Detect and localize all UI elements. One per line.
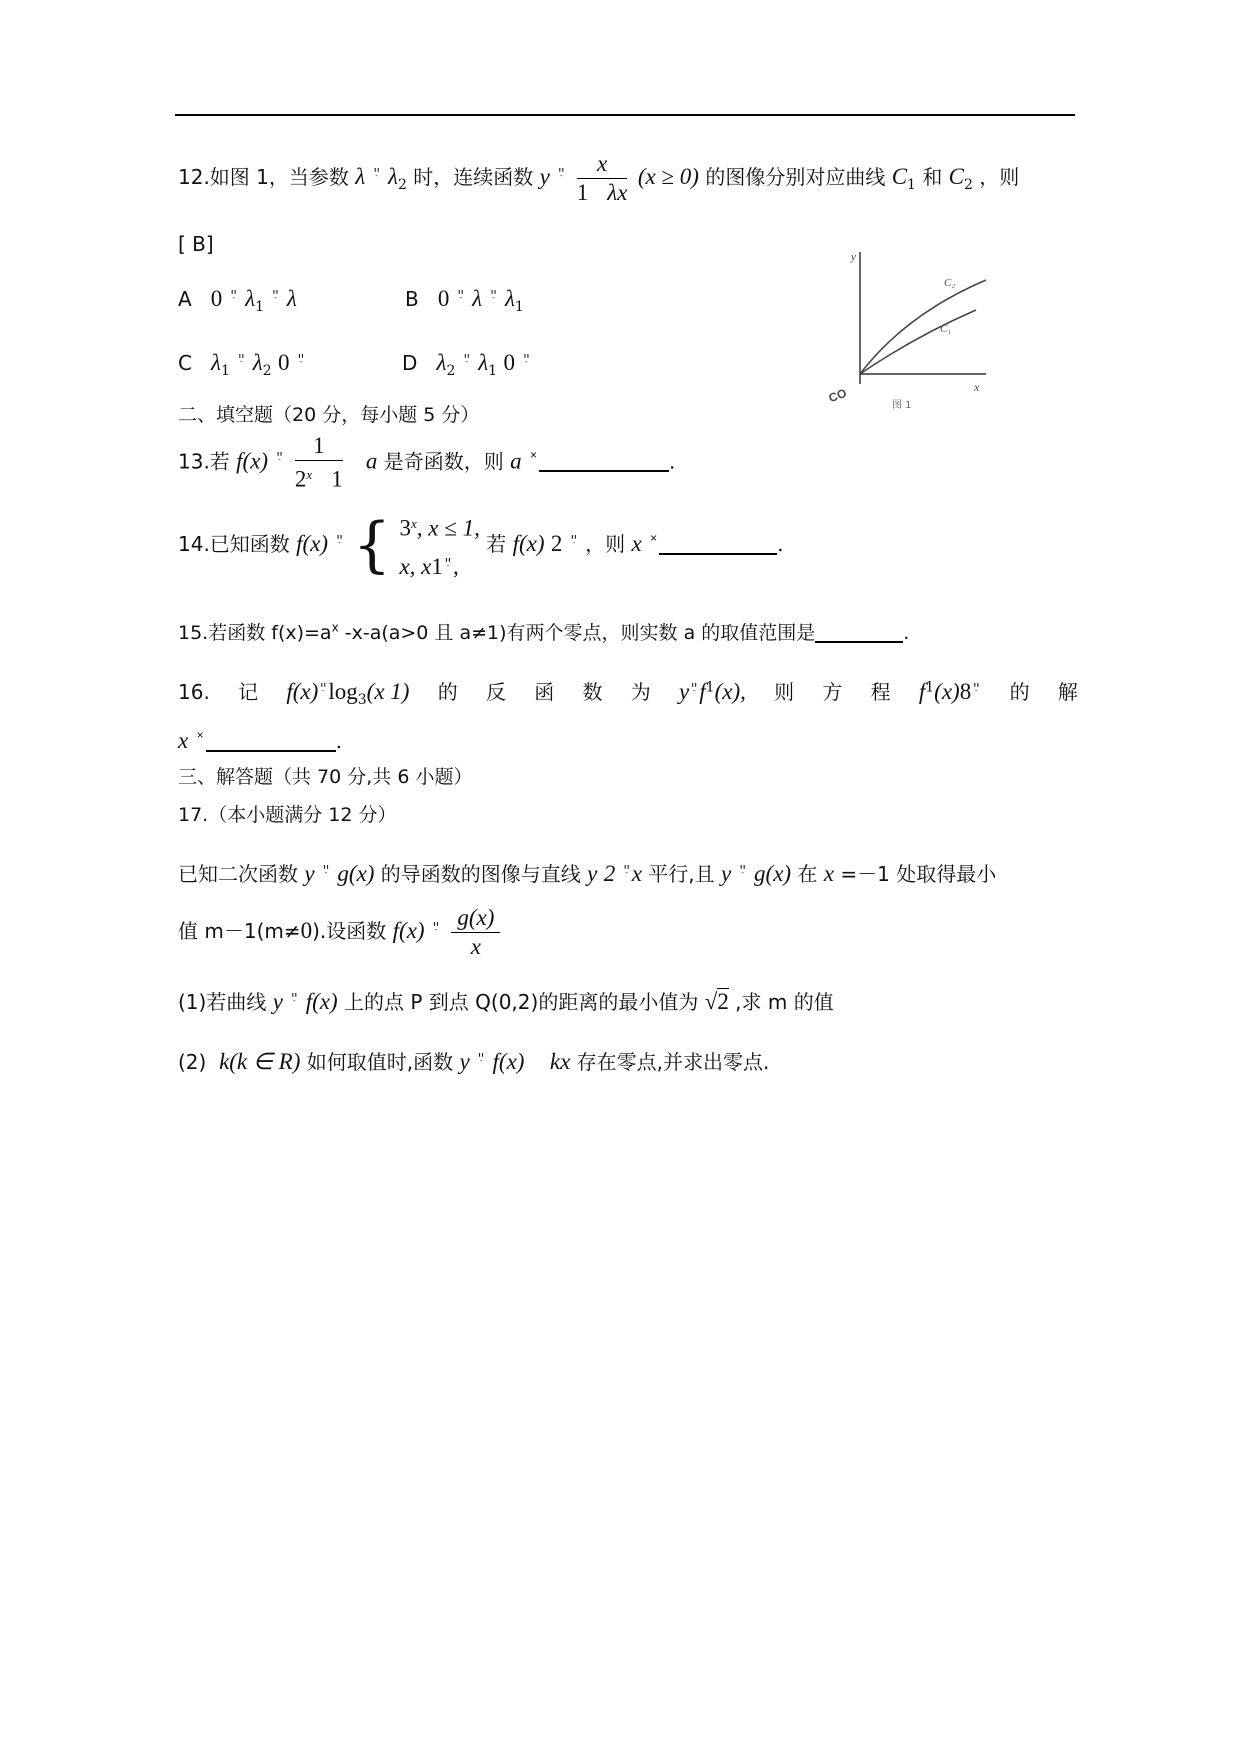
q17-s1-eq-glyph: ײַ xyxy=(291,989,298,1003)
q14-fx: f(x) xyxy=(296,530,329,556)
option-d-lambda1-sub: 1 xyxy=(488,363,498,379)
q12-lambda2-sub: 2 xyxy=(398,177,407,193)
figure-caption: 图 1 xyxy=(892,400,912,411)
q17-p1-d: 在 xyxy=(797,862,818,886)
q14-eq-glyph2: ײַ xyxy=(570,530,577,545)
option-b-label: B xyxy=(405,287,419,311)
q17-s2-b: 如何取值时,函数 xyxy=(306,1050,454,1074)
q12-frac-num: x xyxy=(577,150,628,179)
q12-suffix2: ，则 xyxy=(979,165,1020,189)
q16-fx: f(x) xyxy=(286,679,319,704)
q16-han: 函 xyxy=(534,680,555,704)
q14-cases xyxy=(399,508,479,583)
question-13 xyxy=(178,432,675,494)
q17-x: x xyxy=(823,861,835,886)
figure-curve-c2 xyxy=(860,280,986,374)
q12-and: 和 xyxy=(922,165,943,189)
option-b-lambda1-sub: 1 xyxy=(514,299,524,315)
q17-zero: 0 xyxy=(300,918,313,943)
option-b-zero: 0 xyxy=(437,286,450,311)
q13-frac-den-one: 1 xyxy=(331,466,343,492)
q17-sqrt-value: 2 xyxy=(717,989,729,1014)
q14-case2: x, x xyxy=(399,553,432,579)
q12-lambda2: λ xyxy=(388,164,399,189)
q13-a2: a xyxy=(510,448,522,474)
option-d-lambda2: λ xyxy=(436,350,447,375)
q17-subquestion-2 xyxy=(178,1046,769,1075)
q14-mid2: ，则 xyxy=(585,531,626,556)
option-d-label: D xyxy=(402,351,418,375)
figure-c1-label: C₁ xyxy=(940,323,952,335)
option-c-lambda1-sub: 1 xyxy=(221,363,230,379)
option-d-lambda1: λ xyxy=(478,350,489,375)
option-c-label: C xyxy=(178,351,192,375)
q16-finv2-sup: 1 xyxy=(925,679,935,696)
q14-case2-glyph: ײַ xyxy=(444,553,451,568)
q16-log: log xyxy=(328,679,358,704)
figure-x-label: x xyxy=(974,380,980,394)
q17-p1-b: 的导函数的图像与直线 xyxy=(380,862,581,886)
q17-s1-b: 上的点 P 到点 Q(0,2)的距离的最小值为 xyxy=(344,990,699,1014)
q17-s2-k: k(k ∈ R) xyxy=(219,1049,301,1074)
q16-ze: 则 xyxy=(774,680,795,704)
q13-prefix: 13.若 xyxy=(178,449,230,474)
section-3-heading: 三、解答题（共 70 分,共 6 小题） xyxy=(178,766,473,788)
figure-origin-label: CO xyxy=(826,385,849,406)
q12-option-b xyxy=(405,286,524,315)
question-15 xyxy=(178,618,909,645)
q13-eq-glyph: ײַ xyxy=(276,448,283,463)
q12-mid-text: 时，连续函数 xyxy=(413,165,534,189)
option-c-zero: 0 xyxy=(278,350,290,375)
q14-fx2: f(x) xyxy=(512,530,545,556)
q17-frac-den: x xyxy=(470,934,482,959)
q14-end: . xyxy=(777,531,784,556)
q14-case2-cond: 1, xyxy=(431,553,459,579)
q16-cheng: 程 xyxy=(870,680,891,704)
q17-s2-a: (2) xyxy=(178,1050,207,1074)
q15-text2: -x-a(a>0 且 a≠1)有两个零点，则实数 a 的取值范围是 xyxy=(344,622,816,644)
q17-gx: g(x) xyxy=(337,861,375,886)
option-b-lambda: λ xyxy=(472,286,483,311)
q16-fang: 方 xyxy=(822,680,843,704)
q17-p1-a: 已知二次函数 xyxy=(178,862,298,886)
option-b-lt-glyph2: ײַ xyxy=(490,286,497,300)
q17-p2-b: ).设函数 xyxy=(312,919,387,943)
q13-end: . xyxy=(668,449,676,474)
q16-answer-blank[interactable] xyxy=(206,728,336,752)
q14-eq-glyph: ײַ xyxy=(336,530,343,545)
q17-paragraph-1 xyxy=(178,858,996,887)
q14-case1-sup: x xyxy=(410,516,417,531)
q13-frac-den-two: 2 xyxy=(294,466,307,492)
option-c-lambda2-sub: 2 xyxy=(262,363,272,379)
option-c-lambda1: λ xyxy=(211,350,222,375)
q16-eq-glyph2: ײַ xyxy=(691,679,698,693)
q15-end: . xyxy=(903,622,910,644)
q12-lambda: λ xyxy=(355,164,366,189)
q12-frac-den-lx: λx xyxy=(607,180,628,205)
figure-y-label: y xyxy=(851,251,856,263)
q17-y3: y xyxy=(721,861,732,886)
q14-mid: 若 xyxy=(486,531,507,556)
q16-finv2-arg: (x) xyxy=(934,679,960,704)
q13-frac-den-sup: x xyxy=(306,467,313,482)
q17-p1-c: 平行,且 xyxy=(648,862,715,886)
figure-curve-c1 xyxy=(860,310,976,374)
q16-arg: (x 1) xyxy=(366,679,410,704)
option-d-lt-glyph2: ײַ xyxy=(523,350,530,364)
q17-eq-glyph2: ײַ xyxy=(623,861,630,875)
option-a-lambda1: λ xyxy=(245,286,256,311)
q12-symbol-glyph: ײַ xyxy=(373,164,380,178)
q16-eq-glyph3: ײַ xyxy=(973,679,980,693)
q12-option-d xyxy=(402,350,531,379)
option-a-zero: 0 xyxy=(210,286,223,311)
q16-eight: 8 xyxy=(959,679,972,704)
q12-c1: C xyxy=(891,164,908,189)
option-c-lt-glyph: ײַ xyxy=(238,350,245,364)
q16-x: x xyxy=(178,728,189,753)
q17-subquestion-1 xyxy=(178,986,834,1015)
q17-s1-fx: f(x) xyxy=(305,989,338,1014)
option-a-lt-glyph: ײַ xyxy=(230,286,237,300)
option-c-lt-glyph2: ײַ xyxy=(297,350,304,364)
q15-text1: 15.若函数 f(x)=a xyxy=(178,622,332,644)
q12-answer-text: [ B] xyxy=(178,232,214,256)
q17-eq-glyph3: ײַ xyxy=(739,861,746,875)
q16-y: y xyxy=(678,679,690,704)
q17-s1-y: y xyxy=(272,989,283,1014)
header-rule xyxy=(175,114,1075,116)
q12-y: y xyxy=(539,164,550,189)
q17-s2-fx: f(x) xyxy=(492,1049,525,1074)
q17-s1-c: ,求 m 的值 xyxy=(735,990,834,1014)
figure-1-graph xyxy=(826,244,990,416)
q16-finv-sup: 1 xyxy=(705,679,715,696)
q17-fx: f(x) xyxy=(392,918,425,943)
q15-answer-blank[interactable] xyxy=(815,619,903,643)
option-a-lt-glyph2: ײַ xyxy=(272,286,279,300)
q17-frac-num: g(x) xyxy=(451,904,500,933)
q16-log-sub: 3 xyxy=(357,692,367,708)
q12-fraction xyxy=(577,150,628,207)
option-c-lambda2: λ xyxy=(252,350,263,375)
question-17-heading: 17.（本小题满分 12 分） xyxy=(178,804,397,826)
q17-eq-glyph: ײַ xyxy=(322,861,330,875)
q16-finv-arg: (x), xyxy=(714,679,746,704)
q16-finv2: f xyxy=(918,679,926,704)
q16-prefix: 16. xyxy=(178,680,210,704)
q14-case1-base: 3 xyxy=(399,515,411,541)
q17-s2-eq-glyph: ײַ xyxy=(478,1049,485,1063)
q14-case1-cond: , x ≤ 1, xyxy=(416,515,480,541)
q17-gx2: g(x) xyxy=(754,861,792,886)
q12-suffix1: 的图像分别对应曲线 xyxy=(705,165,886,189)
q16-de: 的 xyxy=(437,680,458,704)
option-a-label: A xyxy=(178,287,192,311)
q13-frac-num: 1 xyxy=(295,432,343,461)
q12-option-c xyxy=(178,350,306,379)
option-d-lt-glyph: ײַ xyxy=(463,350,470,364)
q17-y2: y xyxy=(587,861,598,886)
q16-ji: 记 xyxy=(238,680,259,704)
q14-answer-blank[interactable] xyxy=(659,531,777,555)
question-12-stem xyxy=(178,150,1019,207)
q16-end: . xyxy=(335,729,342,753)
q13-answer-blank[interactable] xyxy=(539,448,669,472)
option-a-lambda: λ xyxy=(286,286,297,311)
q17-fraction xyxy=(451,904,500,961)
q16-eq-glyph: ײַ xyxy=(320,679,327,693)
q13-fx: f(x) xyxy=(236,448,269,474)
option-b-lambda1: λ xyxy=(504,286,515,311)
q16-jie: 解 xyxy=(1057,680,1078,704)
q12-domain: (x ≥ 0) xyxy=(637,164,699,189)
q12-option-a xyxy=(178,286,297,315)
q14-blank-glyph: × xyxy=(650,530,658,545)
q16-de2: 的 xyxy=(1009,680,1030,704)
option-b-lt-glyph: ײַ xyxy=(457,286,464,300)
q14-val: 2 xyxy=(550,530,563,556)
q17-s1-a: (1)若曲线 xyxy=(178,990,267,1014)
option-d-lambda2-sub: 2 xyxy=(446,363,456,379)
question-14 xyxy=(178,508,783,583)
q17-y: y xyxy=(304,861,315,886)
option-a-lambda1-sub: 1 xyxy=(255,299,264,315)
q17-sqrt-sign: √ xyxy=(704,989,718,1014)
q12-answer xyxy=(178,232,214,256)
q17-s2-y: y xyxy=(459,1049,470,1074)
q15-sup: x xyxy=(331,620,339,635)
q14-x: x xyxy=(631,530,642,556)
q17-p2-a: 值 m－1(m≠ xyxy=(178,919,301,943)
q16-wei: 为 xyxy=(630,680,651,704)
figure-c2-label: C₂ xyxy=(944,277,956,289)
q14-prefix: 14.已知函数 xyxy=(178,531,290,556)
q12-frac-den-one: 1 xyxy=(576,180,589,205)
q17-two-x: 2x xyxy=(603,861,642,886)
q13-mid: 是奇函数，则 xyxy=(383,449,504,474)
q17-eq-glyph4: ײַ xyxy=(432,918,440,932)
q16-fan: 反 xyxy=(485,680,506,704)
question-16-line1 xyxy=(178,676,1078,708)
q14-brace: { xyxy=(352,510,392,581)
q16-finv: f xyxy=(699,679,706,704)
q12-prefix: 12.如图 1，当参数 xyxy=(178,165,349,189)
q12-c2: C xyxy=(948,164,965,189)
q13-fraction xyxy=(295,432,343,494)
q12-c1-sub: 1 xyxy=(907,177,916,193)
q17-paragraph-2 xyxy=(178,904,504,961)
q12-c2-sub: 2 xyxy=(964,177,973,193)
option-d-zero: 0 xyxy=(503,350,515,375)
q17-s2-kx: kx xyxy=(549,1049,571,1074)
q17-p1-e: =－1 处取得最小 xyxy=(840,862,997,886)
q16-blank-glyph: × xyxy=(196,728,204,742)
question-16-line2 xyxy=(178,728,342,754)
q17-s2-c: 存在零点,并求出零点. xyxy=(576,1050,770,1074)
q12-eq-glyph: ײַ xyxy=(558,164,565,178)
q13-blank-glyph: × xyxy=(529,448,537,463)
q16-shu: 数 xyxy=(582,680,603,704)
q13-a: a xyxy=(365,448,378,474)
section-2-heading: 二、填空题（20 分，每小题 5 分） xyxy=(178,404,480,426)
